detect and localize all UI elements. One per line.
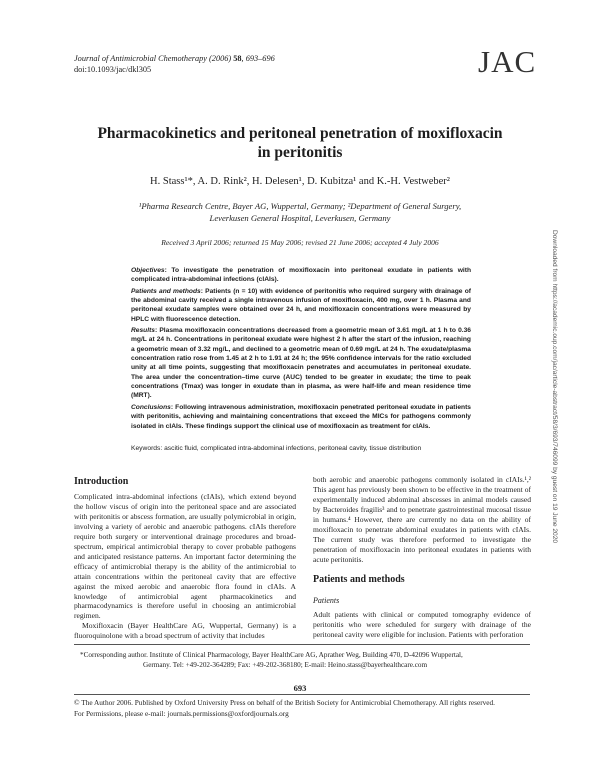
doi[interactable]: doi:10.1093/jac/dkl305: [74, 65, 152, 74]
download-notice-text: Downloaded from https://academic.oup.com/jac/article-abstract/58/3/693/746099 by guest on 19 June 2020: [551, 230, 558, 544]
introduction-paragraph-1: Complicated intra-abdominal infections (cIAIs), which extend beyond the hollow viscus of origin into the peritoneal space and are associated with peritonitis or abscess formation, are usually polymicrobial in origin, involving a variety of aerobic and anaerobic pathogens. cIAIs therefore require both surgery or interventional drainage procedures and broad-spectrum, empirical antimicrobial therapy to cover probable pathogens and anticipated resistance patterns. An important factor determining the efficacy of antimicrobial therapy is the ability of the antimicrobial to attain concentrations within the peritoneal cavity that are effective against the mixed aerobic and anaerobic flora found in cIAIs. A knowledge of antimicrobial agent pharmacokinetics and pharmacodynamics is therefore useful in choosing an antimicrobial regimen.: [74, 492, 296, 621]
download-notice: [548, 230, 558, 590]
patients-label: Patients and methods: [131, 287, 201, 295]
footnote-line-2: Germany. Tel: +49-202-364289; Fax: +49-202-368180; E-mail: Heino.stass@bayerhealthcare.com: [143, 661, 428, 669]
patients-methods-heading: Patients and methods: [313, 574, 405, 585]
right-column-intro: [313, 475, 531, 565]
patients-text: : Patients (n = 10) with evidence of peritonitis who required surgery with drainage of the abdominal cavity received a single intravenous infusion of moxifloxacin, 400 mg, over 1 h. Plasma and peritoneal exudate samples were obtained over 24 h, and moxifloxacin concentrations were measured by HPLC with fluorescence detection.: [131, 287, 471, 323]
title-line-1: Pharmacokinetics and peritoneal penetration of moxifloxacin: [97, 125, 503, 142]
affiliation-line-2: Leverkusen General Hospital, Leverkusen, Germany: [209, 213, 391, 223]
affiliation-line-1: ¹Pharma Research Centre, Bayer AG, Wuppertal, Germany; ²Department of General Surgery,: [138, 201, 462, 211]
journal-citation: [74, 53, 275, 65]
copyright-line-2: For Permissions, please e-mail: journals.permissions@oxfordjournals.org: [74, 709, 289, 718]
results-text: : Plasma moxifloxacin concentrations decreased from a geometric mean of 3.61 mg/L at 1 h to 0.36 mg/L at 24 h. Concentrations in peritoneal exudate were highest 2 h after the start of the infusion, reaching a geometric mean of 3.32 mg/L, and declined to a geometric mean of 0.69 mg/L at 24 h. The exudate/plasma concentration ratio rose from 1.45 at 2 h to 1.91 at 24 h; the 95% confidence intervals for the ratio excluded unity at all time points, suggesting that moxifloxacin penetrates and accumulates in peritoneal exudate. The area under the concentration–time curve (AUC) tended to be greater in exudate; the time to peak concentrations (Tmax) was longer in exudate than in plasma, as were half-life and mean residence time (MRT).: [131, 327, 471, 400]
journal-logo: JAC: [478, 44, 537, 79]
abstract-conclusions: [131, 403, 471, 431]
objectives-text: : To investigate the penetration of moxifloxacin into peritoneal exudate in patients with complicated intra-abdominal infections (cIAIs).: [131, 267, 471, 284]
authors: H. Stass¹*, A. D. Rink², H. Delesen¹, D. Kubitza¹ and K.-H. Vestweber²: [150, 176, 450, 187]
article-dates: Received 3 April 2006; returned 15 May 2006; revised 21 June 2006; accepted 4 July 2006: [161, 238, 439, 247]
corresponding-author-footnote: [80, 650, 540, 670]
keywords: Keywords: ascitic fluid, complicated intra-abdominal infections, peritoneal cavity, tissue distribution: [131, 445, 422, 452]
copyright-line-1: © The Author 2006. Published by Oxford University Press on behalf of the British Society for Antimicrobial Chemotherapy. All rights reserved.: [74, 698, 495, 707]
introduction-body: [74, 492, 296, 641]
journal-year: (2006): [209, 54, 232, 63]
journal-name: Journal of Antimicrobial Chemotherapy: [74, 54, 207, 63]
introduction-paragraph-2: Moxifloxacin (Bayer HealthCare AG, Wuppertal, Germany) is a fluoroquinolone with a broad spectrum of activity that includes: [74, 621, 296, 641]
results-label: Results: [131, 327, 155, 335]
journal-pages: , 693–696: [241, 54, 275, 63]
footnote-line-1: *Corresponding author. Institute of Clinical Pharmacology, Bayer HealthCare AG, Aprather Weg, Building 470, D-42096 Wuppertal,: [80, 651, 463, 659]
conclusions-text: : Following intravenous administration, moxifloxacin penetrated peritoneal exudate in patients with peritonitis, achieving and maintaining concentrations that exceed the MICs for pathogens commonly isolated in cIAIs. These findings support the clinical use of moxifloxacin as treatment for cIAIs.: [131, 403, 471, 430]
conclusions-label: Conclusions: [131, 403, 171, 411]
article-title: [60, 124, 540, 162]
objectives-label: Objectives: [131, 267, 165, 274]
copyright: [74, 697, 544, 719]
patients-paragraph: Adult patients with clinical or computed tomography evidence of peritonitis who were scheduled for surgery with drainage of the peritoneal cavity were eligible for inclusion. Patients with perforation: [313, 610, 531, 639]
journal-volume: 58: [233, 54, 242, 63]
copyright-rule: [74, 694, 530, 695]
page-number: 693: [293, 683, 307, 693]
patients-subheading: Patients: [313, 596, 340, 605]
introduction-heading: Introduction: [74, 476, 129, 487]
introduction-paragraph-3: both aerobic and anaerobic pathogens commonly isolated in cIAIs.¹,² This agent has previously been shown to be effective in the treatment of experimentally induced abdominal abscesses in animal models caused by Bacteroides fragilis³ and to penetrate gastrointestinal mucosal tissue in humans.⁴ However, there are currently no data on the ability of moxifloxacin to penetrate abdominal exudates in patients with cIAIs. The current study was therefore performed to investigate the penetration of moxifloxacin into peritoneal exudates in patients with acute peritonitis.: [313, 475, 531, 564]
abstract-patients-methods: [131, 287, 471, 324]
title-line-2: in peritonitis: [257, 144, 343, 161]
abstract: [131, 266, 471, 433]
affiliations: [80, 200, 520, 224]
abstract-objectives: [131, 266, 471, 285]
abstract-results: [131, 326, 471, 401]
footnote-rule: [74, 644, 530, 645]
patients-body: [313, 610, 531, 640]
